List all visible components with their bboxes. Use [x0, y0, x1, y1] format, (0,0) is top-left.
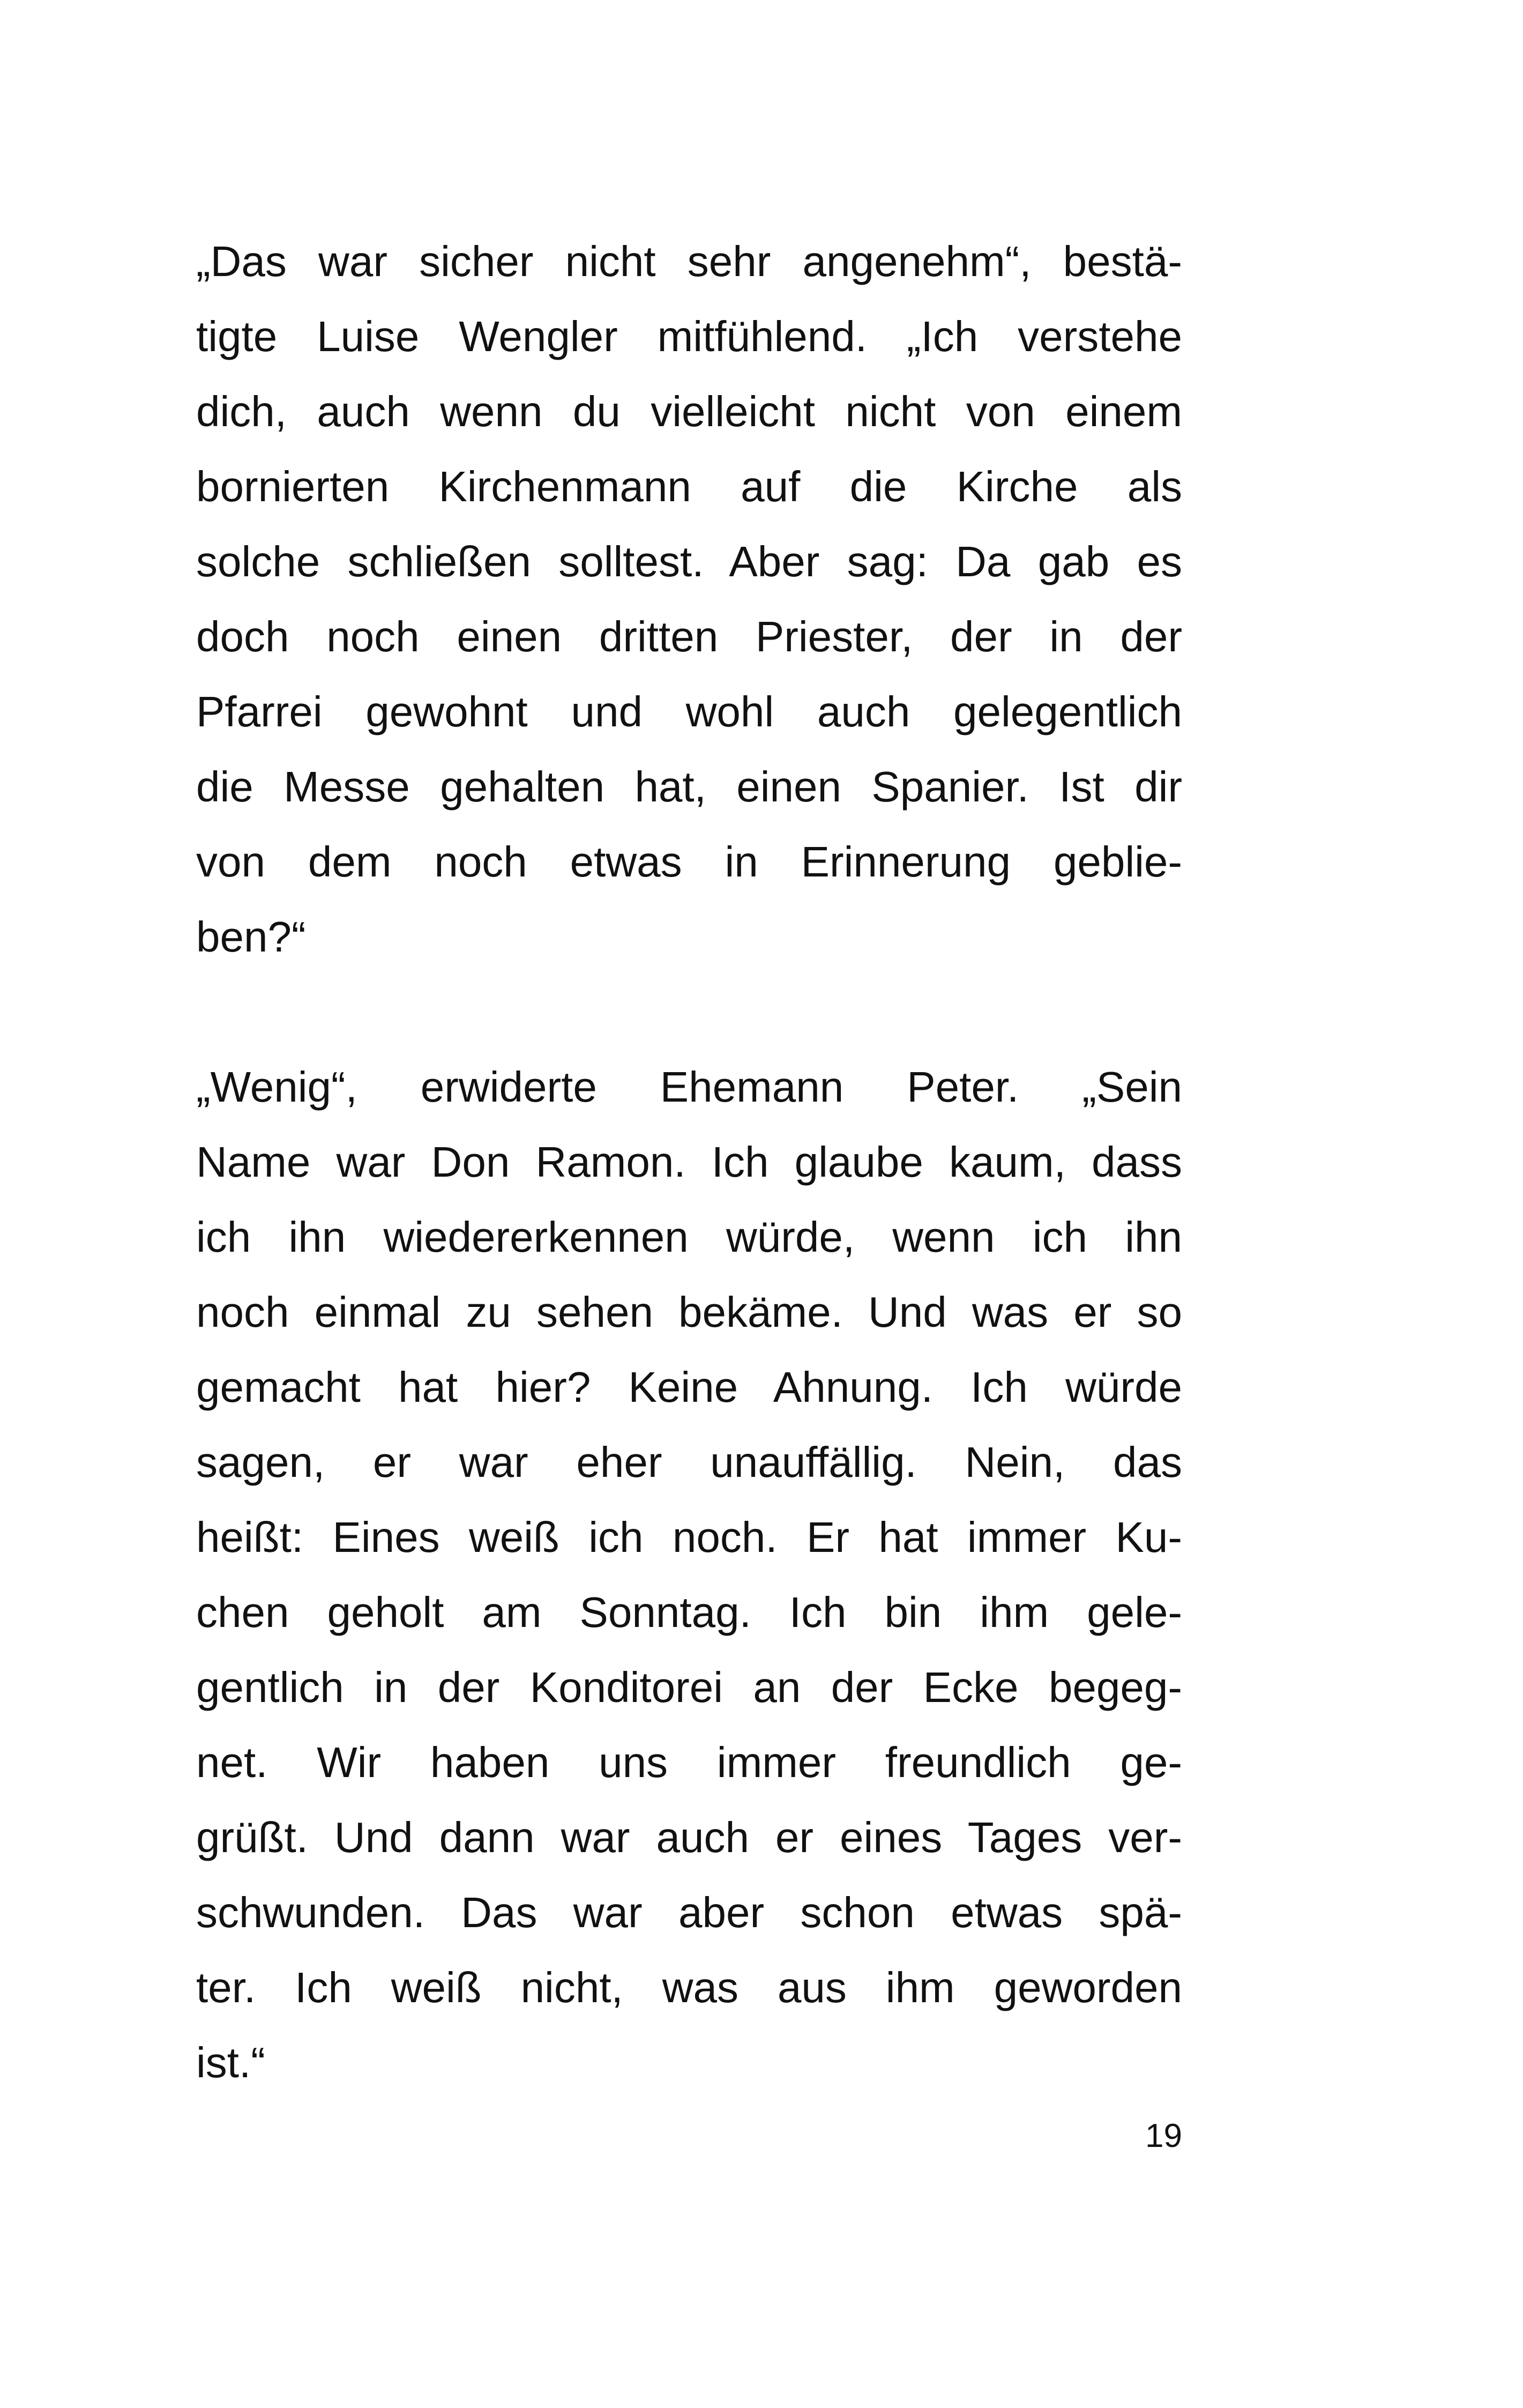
text-line: heißt: Eines weiß ich noch. Er hat immer Ku- — [196, 1513, 1182, 1561]
text-line: gentlich in der Konditorei an der Ecke begeg- — [196, 1663, 1182, 1711]
text-line: ist.“ — [196, 2039, 265, 2086]
text-line: dich, auch wenn du vielleicht nicht von einem — [196, 388, 1182, 435]
text-line: „Wenig“, erwiderte Ehemann Peter. „Sein — [196, 1063, 1182, 1111]
text-line: noch einmal zu sehen bekäme. Und was er so — [196, 1288, 1182, 1336]
text-line: chen geholt am Sonntag. Ich bin ihm gele- — [196, 1588, 1182, 1636]
paragraph-2 — [196, 1050, 1182, 2100]
text-line: ben?“ — [196, 913, 306, 961]
page-number: 19 — [1145, 2117, 1182, 2154]
text-line: grüßt. Und dann war auch er eines Tages ver- — [196, 1814, 1182, 1861]
text-line: tigte Luise Wengler mitfühlend. „Ich verstehe — [196, 313, 1182, 360]
text-line: ter. Ich weiß nicht, was aus ihm geworden — [196, 1964, 1182, 2011]
text-line: Pfarrei gewohnt und wohl auch gelegentlich — [196, 688, 1182, 735]
text-line: von dem noch etwas in Erinnerung geblie- — [196, 838, 1182, 886]
text-line: gemacht hat hier? Keine Ahnung. Ich würde — [196, 1363, 1182, 1411]
text-line: net. Wir haben uns immer freundlich ge- — [196, 1738, 1182, 1786]
text-line: sagen, er war eher unauffällig. Nein, das — [196, 1438, 1182, 1486]
text-line: solche schließen solltest. Aber sag: Da gab es — [196, 538, 1182, 585]
text-line: „Das war sicher nicht sehr angenehm“, bestä- — [196, 237, 1182, 285]
text-line: doch noch einen dritten Priester, der in der — [196, 613, 1182, 660]
text-line: Name war Don Ramon. Ich glaube kaum, dass — [196, 1138, 1182, 1186]
text-line: die Messe gehalten hat, einen Spanier. Ist dir — [196, 763, 1182, 811]
paragraph-1 — [196, 224, 1182, 975]
text-line: schwunden. Das war aber schon etwas spä- — [196, 1889, 1182, 1936]
text-line: ich ihn wiedererkennen würde, wenn ich ihn — [196, 1213, 1182, 1261]
text-line: bornierten Kirchenmann auf die Kirche als — [196, 463, 1182, 510]
